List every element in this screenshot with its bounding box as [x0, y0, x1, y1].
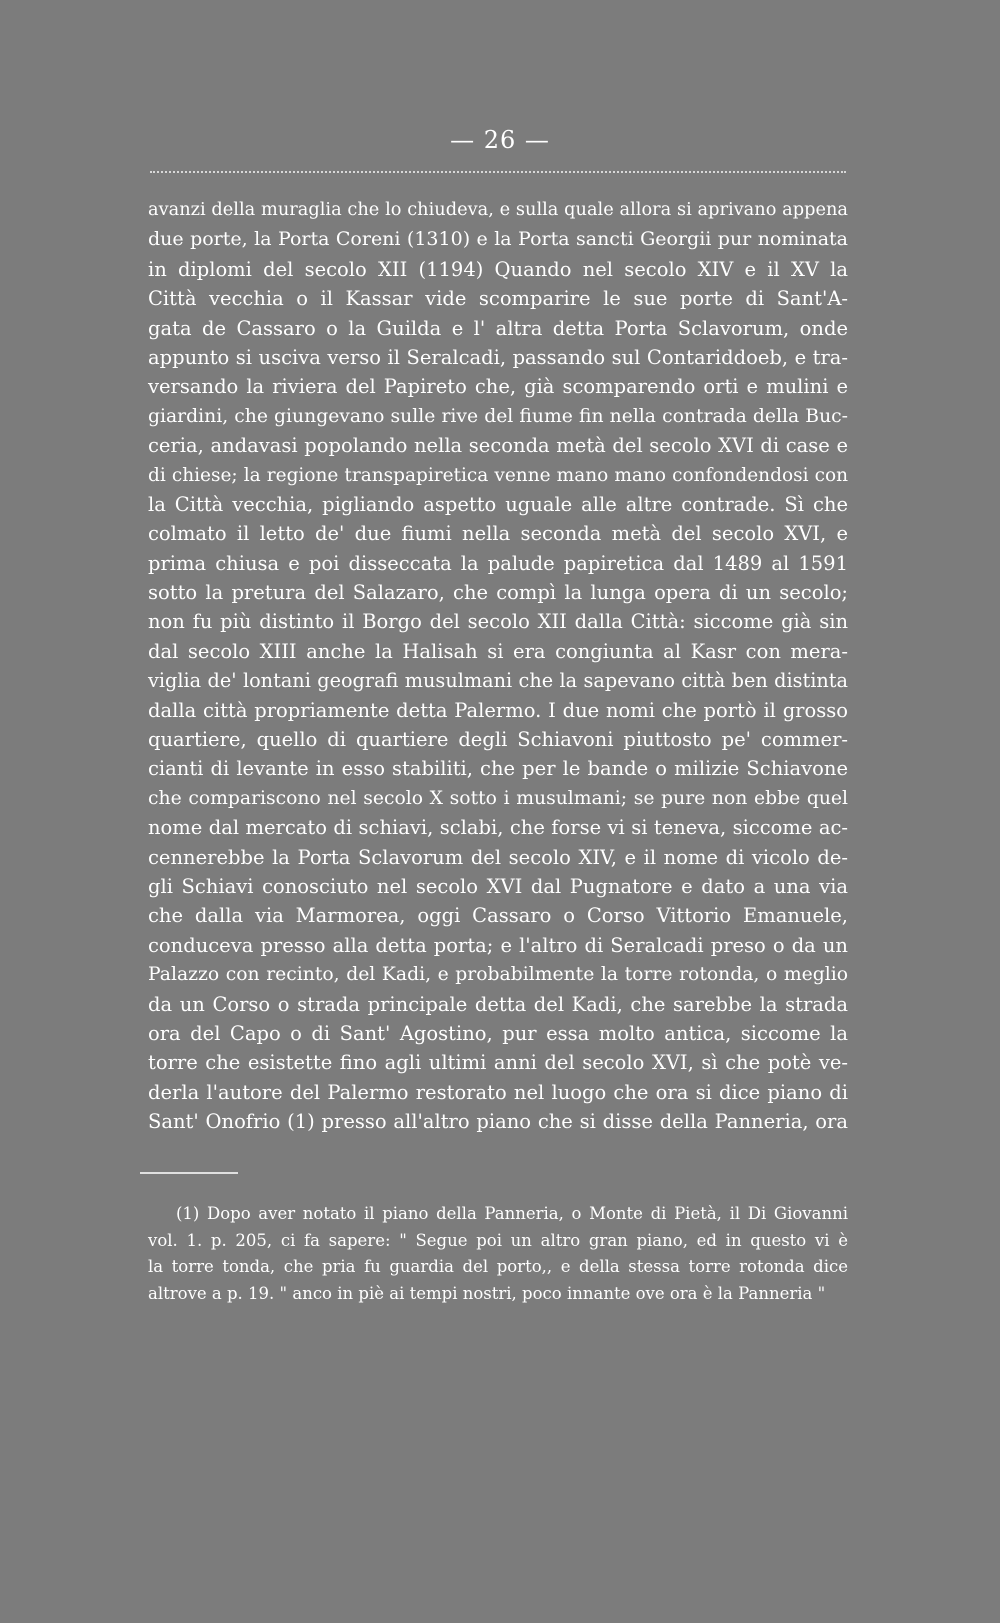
text-line: Palazzo con recinto, del Kadi, e probabilmente la torre rotonda, o meglio — [148, 964, 848, 986]
text-line: Città vecchia o il Kassar vide scomparire le sue porte di Sant'A- — [148, 287, 848, 311]
footnote-separator — [140, 1172, 238, 1174]
text-line: colmato il letto de' due fiumi nella seconda metà del secolo XVI, e — [148, 522, 848, 546]
text-line: dalla città propriamente detta Palermo. I due nomi che portò il grosso — [148, 698, 848, 722]
text-line: cianti di levante in esso stabiliti, che per le bande o milizie Schiavone — [148, 757, 848, 781]
text-line: che compariscono nel secolo X sotto i musulmani; se pure non ebbe quel — [148, 787, 848, 809]
text-line: giardini, che giungevano sulle rive del fiume fin nella contrada della Buc- — [148, 405, 848, 427]
text-line: in diplomi del secolo XII (1194) Quando nel secolo XIV e il XV la — [148, 257, 848, 281]
text-line: conduceva presso alla detta porta; e l'altro di Seralcadi preso o da un — [148, 933, 848, 957]
text-line: cennerebbe la Porta Sclavorum del secolo XIV, e il nome di vicolo de- — [148, 845, 848, 869]
text-line: sotto la pretura del Salazaro, che compì la lunga opera di un secolo; — [148, 581, 848, 605]
text-line: la Città vecchia, pigliando aspetto uguale alle altre contrade. Sì che — [148, 492, 848, 516]
text-line: avanzi della muraglia che lo chiudeva, e sulla quale allora si aprivano appena — [148, 200, 848, 220]
text-line: ora del Capo o di Sant' Agostino, pur essa molto antica, siccome la — [148, 1021, 848, 1045]
page-number: — 26 — — [450, 126, 550, 154]
text-line: due porte, la Porta Coreni (1310) e la Porta sancti Georgii pur nominata — [148, 228, 848, 251]
text-line: non fu più distinto il Borgo del secolo XII dalla Città: siccome già sin — [148, 610, 848, 634]
text-line: derla l'autore del Palermo restorato nel luogo che ora si dice piano di — [148, 1080, 848, 1104]
text-line: da un Corso o strada principale detta del Kadi, che sarebbe la strada — [148, 992, 848, 1016]
text-line: che dalla via Marmorea, oggi Cassaro o Corso Vittorio Emanuele, — [148, 904, 848, 928]
main-text — [148, 196, 848, 1137]
text-line: appunto si usciva verso il Seralcadi, passando sul Contariddoeb, e tra- — [148, 345, 848, 369]
footnote-line: la torre tonda, che pria fu guardia del porto,, e della stessa torre rotonda dice — [148, 1257, 848, 1276]
header-dotted-rule — [150, 171, 846, 173]
text-line: ceria, andavasi popolando nella seconda metà del secolo XVI di case e — [148, 434, 848, 458]
text-line: viglia de' lontani geografi musulmani che la sapevano città ben distinta — [148, 669, 848, 693]
text-line: nome dal mercato di schiavi, sclabi, che forse vi si teneva, siccome ac- — [148, 816, 848, 840]
footnote-line: vol. 1. p. 205, ci fa sapere: " Segue poi un altro gran piano, ed in questo vi è — [148, 1230, 848, 1250]
text-line: gata de Cassaro o la Guilda e l' altra detta Porta Sclavorum, onde — [148, 316, 848, 340]
text-line: Sant' Onofrio (1) presso all'altro piano che si disse della Panneria, ora — [148, 1110, 848, 1134]
text-line: prima chiusa e poi disseccata la palude papiretica dal 1489 al 1591 — [148, 551, 848, 575]
footnote-line: (1) Dopo aver notato il piano della Panneria, o Monte di Pietà, il Di Giovanni — [176, 1204, 848, 1223]
text-line: dal secolo XIII anche la Halisah si era congiunta al Kasr con mera- — [148, 639, 848, 663]
text-line: gli Schiavi conosciuto nel secolo XVI dal Pugnatore e dato a una via — [148, 874, 848, 898]
footnotes — [148, 1201, 848, 1307]
text-line: di chiese; la regione transpapiretica venne mano mano confondendosi con — [148, 464, 848, 486]
text-line: quartiere, quello di quartiere degli Schiavoni piuttosto pe' commer- — [148, 728, 848, 752]
footnote-line: altrove a p. 19. " anco in piè ai tempi nostri, poco innante ove ora è la Panneria " — [148, 1283, 826, 1303]
text-line: torre che esistette fino agli ultimi anni del secolo XVI, sì che potè ve- — [148, 1051, 848, 1075]
text-line: versando la riviera del Papireto che, già scomparendo orti e mulini e — [148, 375, 848, 399]
